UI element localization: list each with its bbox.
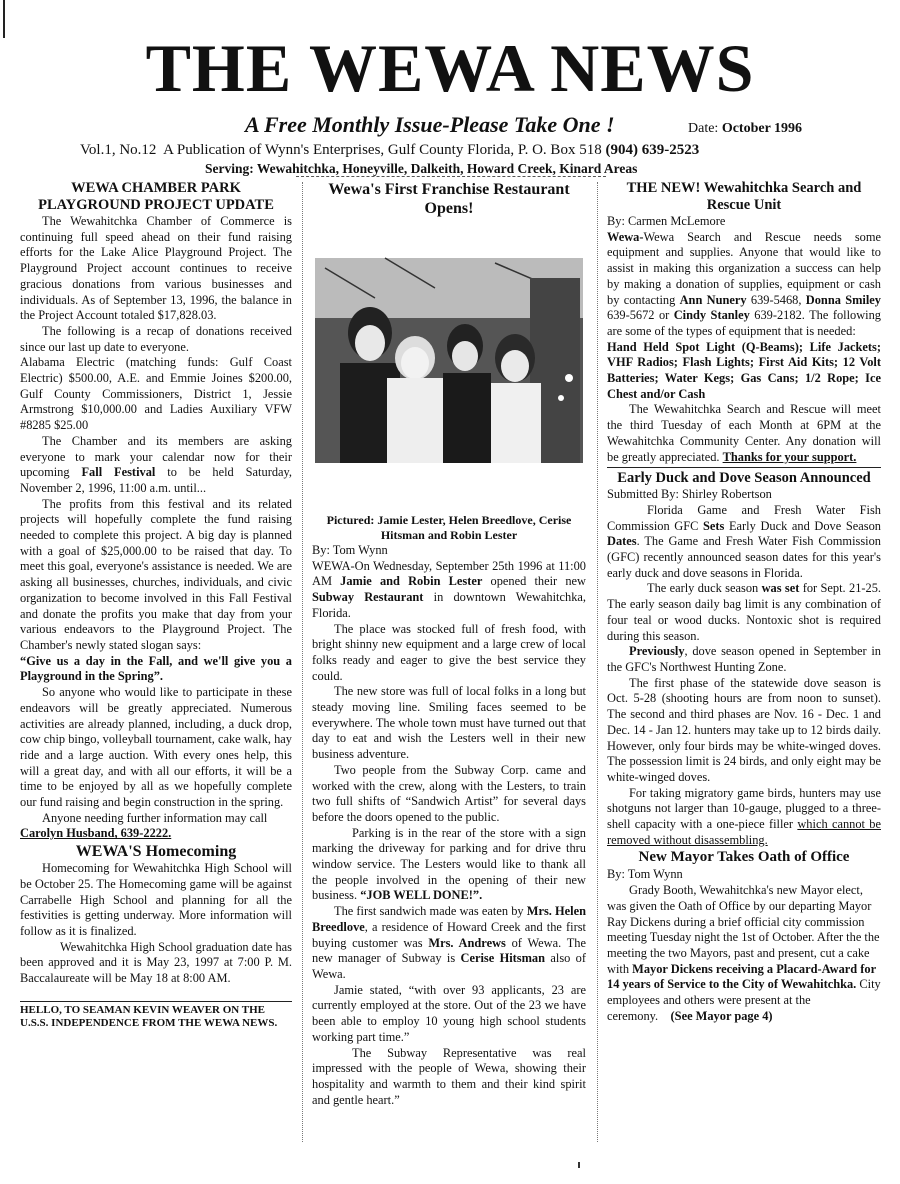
- mayor-headline: New Mayor Takes Oath of Office: [638, 849, 850, 866]
- duck-emphasis: Dates: [607, 534, 637, 549]
- restaurant-text: WEWA-On Wednesday, September 25th 1996 at 11:00 AM: [312, 558, 586, 589]
- restaurant-paragraph: Jamie stated, “with over 93 applicants, 23 are currently employed at the store. Out of the 23 we have been able to employ 10 young high school students working part time.”: [312, 982, 586, 1044]
- customer-name: Mrs. Andrews: [428, 935, 506, 950]
- search-rescue-byline: By: Carmen McLemore: [607, 214, 726, 228]
- restaurant-text: Parking is in the rear of the store with a sign marking the driveway for parking and for drive thru window service. The Lesters would like to thank all the people involved in the opening of their new business.: [312, 825, 586, 903]
- issue-date: [688, 121, 802, 137]
- duck-text: , dove season opened in September in the GFC's Northwest Hunting Zone.: [607, 644, 881, 674]
- duck-text: Florida Game and Fresh Water Fish Commission GFC: [607, 502, 881, 533]
- mayor-text: Grady Booth, Wewahitchka's new Mayor elect, was given the Oath of Office by our departing Mayor Ray Dickens during a brief official city commission meeting Tuesday night the 1st of October. After the the meeting the two Mayors, past and present, cut a cake with: [607, 883, 880, 976]
- restaurant-paragraph: The place was stocked full of fresh food, with bright shinny new equipment and a large crew of local folks ready and eager to give the best service they could.: [312, 621, 586, 683]
- equipment-list: Hand Held Spot Light (Q-Beams); Life Jackets; VHF Radios; Flash Lights; First Aid Kits; 12 Volt Batteries; Water Kegs; Gas Cans; 1/2 Rope; Ice Chest and/or Cash: [607, 339, 881, 401]
- restaurant-text: in downtown Wewahitchka, Florida.: [312, 590, 586, 620]
- search-text: Wewa Search and Rescue needs some equipment and supplies. Anyone that would like to assist in making this organization a success can help by making a donation of supplies, equipment or cash by contacting: [607, 229, 881, 307]
- date-value: October 1996: [721, 121, 803, 136]
- homecoming-headline: WEWA'S Homecoming: [75, 843, 237, 861]
- duck-underlined: which cannot be removed without disassembling.: [607, 817, 881, 847]
- duck-text: . The Game and Fresh Water Fish Commission (GFC) recently announced season dates for this year's early duck and dove seasons in Florida.: [607, 534, 881, 580]
- publication-line: [80, 142, 699, 159]
- continued-link[interactable]: (See Mayor page 4): [670, 1008, 773, 1023]
- page-mark: [578, 1162, 580, 1168]
- chamber-text: to be held Saturday, November 2, 1996, 11:00 a.m. until...: [20, 465, 292, 495]
- chamber-slogan: “Give us a day in the Fall, and we'll give you a Playground in the Spring”.: [20, 653, 292, 684]
- column-divider: [302, 182, 303, 1142]
- chamber-paragraph: Anyone needing further information may call: [42, 810, 268, 825]
- column-left: [20, 180, 292, 1030]
- search-rescue-headline: THE NEW! Wewahitchka Search and Rescue Unit: [626, 180, 862, 213]
- homecoming-paragraph: Homecoming for Wewahitchka High School will be October 25. The Homecoming game will be against Carrabelle High School and planning for all the festivities is getting underway. More information will follow as it is finalized.: [20, 861, 292, 938]
- mayor-award: Mayor Dickens receiving a Placard-Award for 14 years of Service to the City of Wewahitchka.: [607, 961, 876, 992]
- chamber-paragraph: The following is a recap of donations received since our last up date to everyone.: [20, 323, 292, 354]
- duck-paragraph: The first phase of the statewide dove season is Oct. 5-28 (shooting hours are from noon to sunset). The second and third phases are Nov. 16 - Dec. 1 and Dec. 14 - Jan 12. hunters may take up to 12 birds daily. However, only four birds may be white-winged doves. The possession limit is 24 birds, and only eight may be white-winged doves.: [607, 675, 881, 784]
- contact-name: Donna Smiley: [805, 292, 881, 307]
- duck-season-byline: Submitted By: Shirley Robertson: [607, 487, 772, 502]
- chamber-contact: Carolyn Husband, 639-2222.: [20, 826, 172, 841]
- restaurant-paragraph: The new store was full of local folks in a long but steady moving line. Smiling faces seemed to be everywhere. The whole town must have turned out that day to eat and wish the Lesters well in their new business adventure.: [312, 684, 586, 762]
- manager-name: Cerise Hitsman: [460, 951, 546, 966]
- restaurant-photo: [315, 238, 583, 463]
- section-rule: [607, 467, 881, 468]
- restaurant-paragraph: The Subway Representative was real impressed with the people of Wewa, showing their hospitality and warmth to them and their kind spirit and gentle heart.”: [312, 1045, 586, 1107]
- duck-emphasis: was set: [761, 581, 800, 596]
- restaurant-text: opened their new: [482, 574, 586, 589]
- phone: (904) 639-2523: [605, 142, 700, 158]
- restaurant-paragraph: Two people from the Subway Corp. came and worked with the crew, along with the Lesters, to train two full shifts of “Sandwich Artist” for several days before the doors opened to the public.: [312, 762, 586, 824]
- volume: Vol.1, No.12: [80, 142, 157, 158]
- duck-season-headline: Early Duck and Dove Season Announced: [617, 470, 871, 487]
- restaurant-text: also of Wewa.: [312, 951, 586, 981]
- job-well-done: “JOB WELL DONE!”.: [360, 888, 483, 903]
- duck-text: Early Duck and Dove Season: [724, 518, 881, 533]
- column-middle: [312, 180, 586, 1108]
- section-rule: [20, 1001, 292, 1002]
- owner-names: Jamie and Robin Lester: [340, 574, 483, 589]
- restaurant-name: Subway Restaurant: [312, 590, 424, 605]
- date-label: Date:: [688, 121, 719, 136]
- search-text: 639-5672 or: [607, 308, 674, 323]
- duck-text: For taking migratory game birds, hunters may use shotguns not larger than 10-gauge, plugged to a three-shell capacity with a one-piece filler: [607, 785, 881, 832]
- chamber-paragraph: The profits from this festival and its related projects will hopefully complete the fund raising needed to complete this project. A big day is planned with a goal of $25,000.00 to be raised that day. To meet this goal, everyone's assistance is needed. We are asking all businesses, churches, individuals, and civic organization to become involved in this Fall Festival and donate the profits you make that day from your various endeavors to the Playground Project. The Chamber's newly stated slogan says:: [20, 496, 292, 652]
- customer-name: Mrs. Helen Breedlove: [312, 904, 586, 934]
- tagline: A Free Monthly Issue-Please Take One !: [245, 112, 615, 137]
- duck-text: The early duck season: [647, 581, 762, 596]
- restaurant-text: The first sandwich made was eaten by: [334, 904, 527, 919]
- dateline: Wewa-: [607, 229, 644, 244]
- search-text: 639-2182. The following are some of the types of equipment that is needed:: [607, 308, 881, 338]
- chamber-paragraph: The Wewahitchka Chamber of Commerce is continuing full speed ahead on their fund raising efforts for the Lake Alice Playground Project. The Playground Project account continues to receive gracious donations from various businesses and individuals. As of September 13, 1996, the balance in the Project Account totaled $17,828.03.: [20, 214, 292, 323]
- column-divider: [597, 182, 598, 1142]
- chamber-paragraph: So anyone who would like to participate in these endeavors will be greatly appreciated. Numerous activities are already planned, including, a duck drop, cow chip bingo, volleyball tournament, cake walk, hay ride and a large auction. With every ones help, this will a great day, and with all our efforts, it will be a time to be enjoyed by all as we hopefully complete our fund raising and begin construction in the spring.: [20, 685, 292, 810]
- mayor-byline: By: Tom Wynn: [607, 867, 683, 882]
- restaurant-text: of Wewa. The new manager of Subway is: [312, 935, 586, 966]
- duck-emphasis: Previously: [629, 644, 685, 659]
- duck-text: for Sept. 21-25. The early season daily bag limit is any combination of four teal or wood ducks. Nontoxic shot is required during this season.: [607, 581, 882, 643]
- thanks-note: Thanks for your support.: [722, 449, 857, 464]
- search-text: The Wewahitchka Search and Rescue will meet the third Tuesday of each Month at 6PM at the Wewahitchka Community Center. Any donation will be greatly appreciated.: [607, 402, 881, 464]
- header-divider: [296, 176, 606, 177]
- photo-caption: Pictured: Jamie Lester, Helen Breedlove, Cerise Hitsman and Robin Lester: [326, 513, 572, 542]
- column-right: [607, 180, 881, 1024]
- restaurant-text: , a residence of Howard Creek and the first buying customer was: [312, 919, 586, 950]
- homecoming-paragraph: Wewahitchka High School graduation date has been approved and it is May 23, 1997 at 7:00 P. M. Baccalaureate will be May 18 at 8:00 AM.: [20, 939, 292, 986]
- newspaper-title: THE WEWA NEWS: [145, 30, 755, 106]
- chamber-text: The Chamber and its members are asking everyone to mark your calendar now for their upcoming: [20, 433, 292, 480]
- restaurant-headline: Wewa's First Franchise Restaurant Opens!: [328, 181, 570, 217]
- fall-festival: Fall Festival: [81, 465, 156, 480]
- donations-list: Alabama Electric (matching funds: Gulf Coast Electric) $500.00, A.E. and Emmie Joines $200.00, Gulf County Commissioners, District 1, Jessie Armstrong $10,000.00 and Ladies Auxiliary VFW #8285 $25.00: [20, 355, 292, 433]
- contact-name: Ann Nunery: [679, 292, 747, 307]
- restaurant-byline: By: Tom Wynn: [312, 543, 388, 557]
- hello-note: HELLO, TO SEAMAN KEVIN WEAVER ON THE U.S.S. INDEPENDENCE FROM THE WEWA NEWS.: [20, 1003, 278, 1029]
- contact-name: Cindy Stanley: [673, 308, 750, 323]
- duck-emphasis: Sets: [703, 518, 725, 533]
- publisher: A Publication of Wynn's Enterprises, Gulf County Florida, P. O. Box 518: [163, 142, 602, 158]
- serving-areas: Serving: Wewahitchka, Honeyville, Dalkeith, Howard Creek, Kinard Areas: [205, 161, 638, 176]
- search-text: 639-5468,: [746, 292, 806, 307]
- mayor-text: City employees and others were present at the ceremony.: [607, 977, 881, 1023]
- chamber-headline: WEWA CHAMBER PARK PLAYGROUND PROJECT UPDATE: [38, 180, 274, 213]
